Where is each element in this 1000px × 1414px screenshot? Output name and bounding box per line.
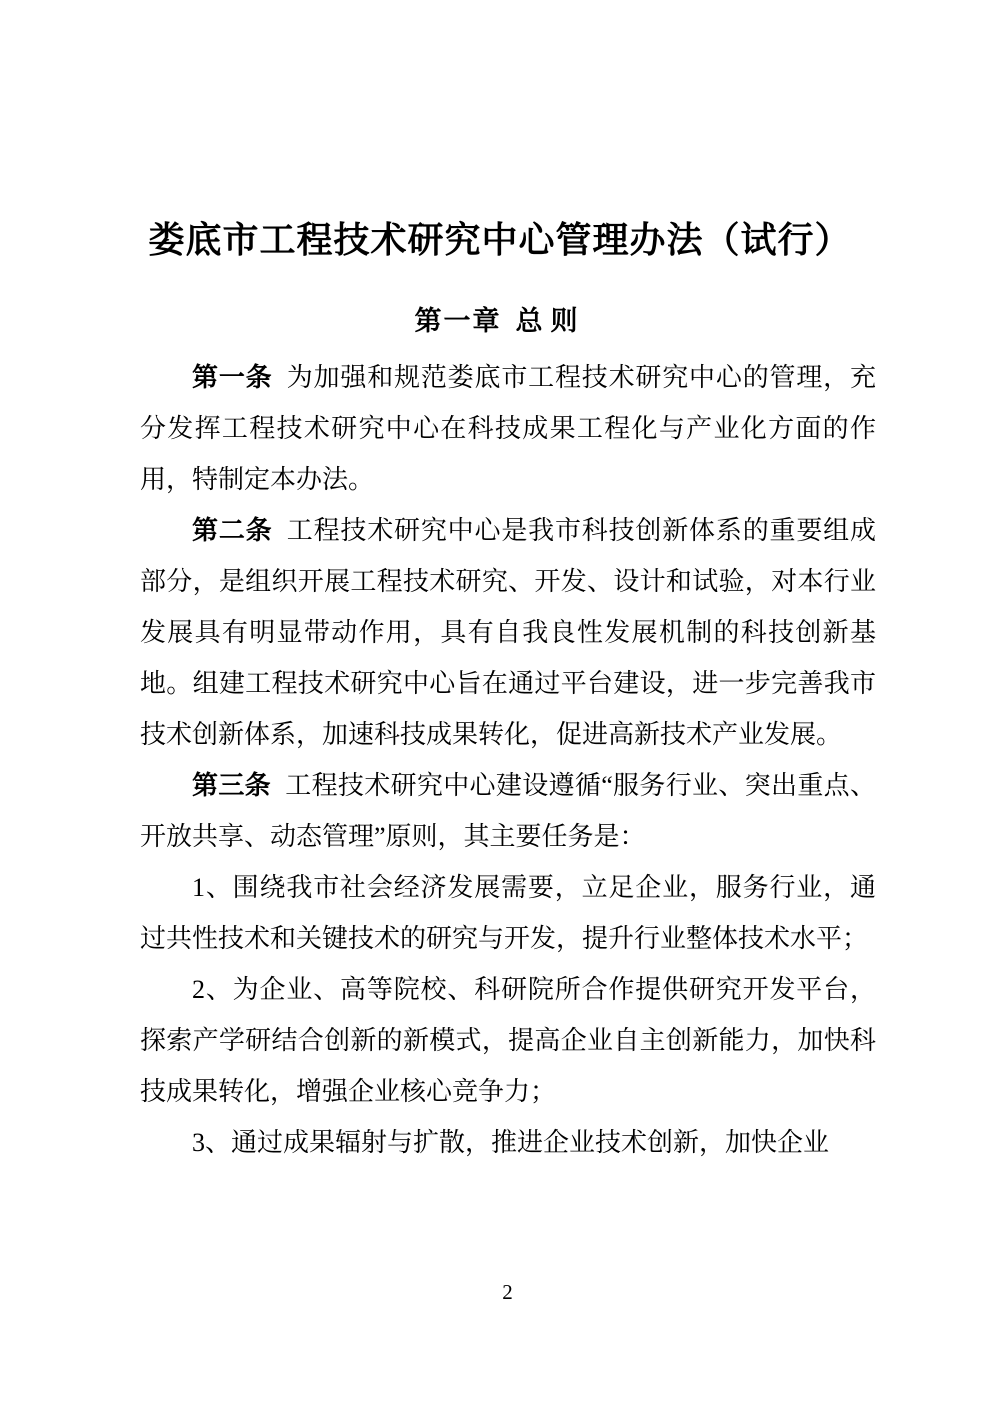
paragraph-task-1 [140,862,876,964]
document-body [140,352,876,1168]
article-term: 第三条 [192,771,271,800]
article-text: 3、通过成果辐射与扩散，推进企业技术创新，加快企业 [192,1128,830,1157]
paragraph-article-2 [140,505,876,760]
article-term: 第一条 [192,363,273,392]
paragraph-article-1 [140,352,876,505]
paragraph-article-3 [140,760,876,862]
page-number: 2 [502,1280,513,1304]
document-title: 娄底市工程技术研究中心管理办法（试行） [148,220,852,261]
article-text: 工程技术研究中心建设遵循“服务行业、突出重点、开放共享、动态管理”原则，其主要任务是： [140,771,876,851]
article-text: 2、为企业、高等院校、科研院所合作提供研究开发平台，探索产学研结合创新的新模式，提高企业自主创新能力，加快科技成果转化，增强企业核心竞争力； [140,975,876,1106]
article-term: 第二条 [192,516,273,545]
paragraph-task-3 [140,1117,876,1168]
chapter-label: 第一章 [414,306,502,336]
article-text: 1、围绕我市社会经济发展需要，立足企业，服务行业，通过共性技术和关键技术的研究与开发，提升行业整体技术水平； [140,873,876,953]
chapter-heading [0,305,1000,337]
paragraph-task-2 [140,964,876,1117]
chapter-title: 总则 [515,306,586,336]
article-text: 为加强和规范娄底市工程技术研究中心的管理，充分发挥工程技术研究中心在科技成果工程化与产业化方面的作用，特制定本办法。 [140,363,876,494]
article-text: 工程技术研究中心是我市科技创新体系的重要组成部分，是组织开展工程技术研究、开发、设计和试验，对本行业发展具有明显带动作用，具有自我良性发展机制的科技创新基地。组建工程技术研究中心旨在通过平台建设，进一步完善我市技术创新体系，加速科技成果转化，促进高新技术产业发展。 [140,516,876,749]
